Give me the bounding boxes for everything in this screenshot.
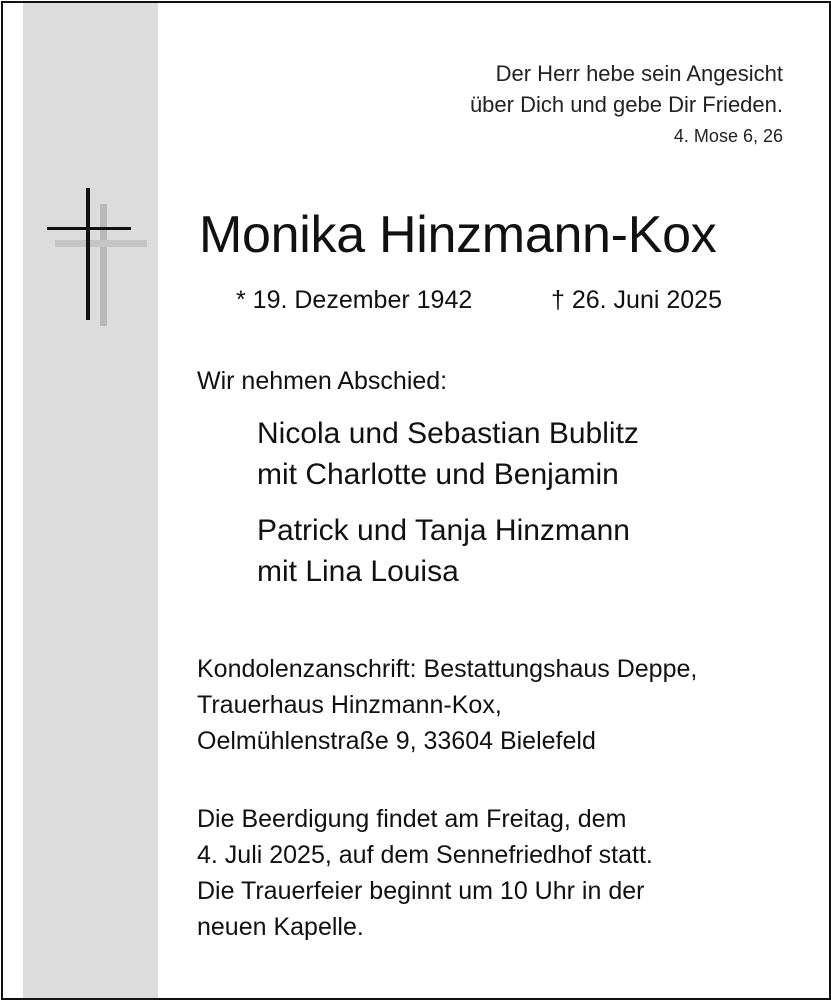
address-line: Kondolenzanschrift: Bestattungshaus Deppe, (197, 655, 698, 683)
bible-verse (470, 58, 783, 120)
funeral-info (197, 801, 653, 945)
mourner-line: mit Charlotte und Benjamin (257, 458, 619, 491)
deceased-name: Monika Hinzmann-Kox (199, 206, 717, 264)
mourner-line: mit Lina Louisa (257, 555, 459, 588)
mourner-line: Patrick und Tanja Hinzmann (257, 514, 630, 547)
funeral-line: Die Beerdigung findet am Freitag, dem (197, 805, 627, 833)
condolence-address (197, 651, 697, 759)
funeral-line: 4. Juli 2025, auf dem Sennefriedhof statt. (197, 841, 653, 869)
death-date: † 26. Juni 2025 (551, 286, 722, 314)
address-line: Oelmühlenstraße 9, 33604 Bielefeld (197, 727, 596, 755)
mourner-line: Nicola und Sebastian Bublitz (257, 417, 639, 450)
funeral-line: neuen Kapelle. (197, 913, 364, 941)
mourner-family (257, 413, 639, 495)
obituary-notice (1, 1, 831, 1000)
mourner-family (257, 510, 630, 592)
birth-date: * 19. Dezember 1942 (236, 286, 473, 314)
cross-icon (43, 186, 153, 326)
bible-verse-reference: 4. Mose 6, 26 (673, 126, 783, 146)
side-band (23, 3, 158, 998)
bible-verse-line: Der Herr hebe sein Angesicht (495, 61, 783, 86)
funeral-line: Die Trauerfeier beginnt um 10 Uhr in der (197, 877, 645, 905)
farewell-intro: Wir nehmen Abschied: (197, 367, 448, 395)
address-line: Trauerhaus Hinzmann-Kox, (197, 691, 502, 719)
bible-verse-line: über Dich und gebe Dir Frieden. (469, 92, 783, 117)
